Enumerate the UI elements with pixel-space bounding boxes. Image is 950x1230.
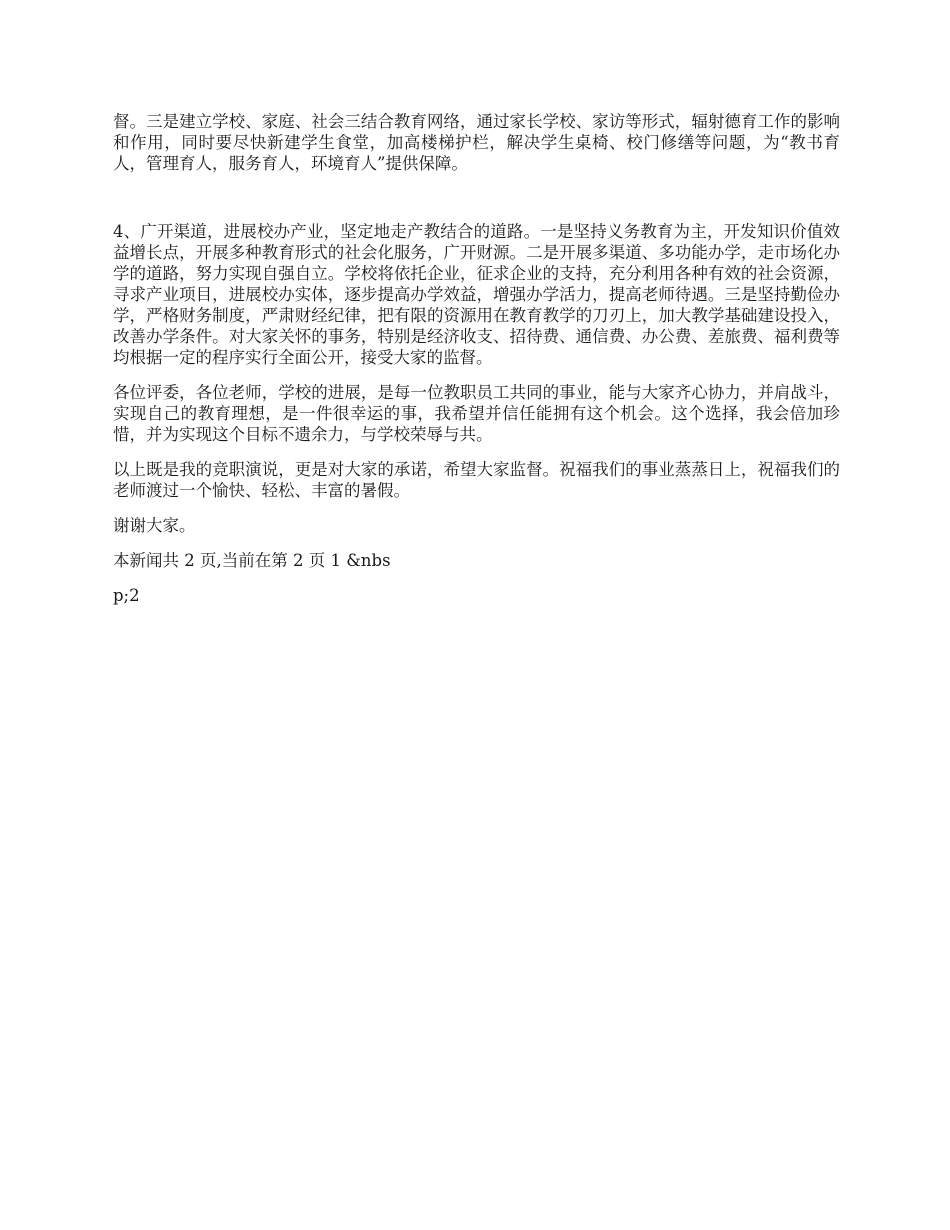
paragraph-school-industry: 4、广开渠道，进展校办产业，坚定地走产教结合的道路。一是坚持义务教育为主，开发知识价值效益增长点，开展多种教育形式的社会化服务，广开财源。二是开展多渠道、多功能办学，走市场化办学的道路，努力实现自强自立。学校将依托企业，征求企业的支持，充分利用各种有效的社会资源，寻求产业项目，进展校办实体，逐步提高办学效益，增强办学活力，提高老师待遇。三是坚持勤俭办学，严格财务制度，严肃财经纪律，把有限的资源用在教育教学的刀刃上，加大教学基础建设投入，改善办学条件。对大家关怀的事务，特别是经济收支、招待费、通信费、办公费、差旅费、福利费等均根据一定的程序实行全面公开，接受大家的监督。 — [113, 222, 840, 367]
paragraph-thanks: 谢谢大家。 — [113, 516, 196, 535]
paragraph-closing: 以上既是我的竞职演说，更是对大家的承诺，希望大家监督。祝福我们的事业蒸蒸日上，祝福我们的老师渡过一个愉快、轻松、丰富的暑假。 — [113, 460, 840, 500]
paragraph-moral-education: 督。三是建立学校、家庭、社会三结合教育网络，通过家长学校、家访等形式，辐射德育工作的影响和作用，同时要尽快新建学生食堂，加高楼梯护栏，解决学生桌椅、校门修缮等问题，为“教书育人，管理育人，服务育人，环境育人”提供保障。 — [113, 112, 840, 173]
paragraph-gap — [113, 571, 840, 585]
paragraph-address-judges: 各位评委，各位老师，学校的进展，是每一位教职员工共同的事业，能与大家齐心协力，并肩战斗，实现自己的教育理想，是一件很幸运的事，我希望并信任能拥有这个机会。这个选择，我会倍加珍惜，并为实现这个目标不遗余力，与学校荣辱与共。 — [113, 383, 840, 444]
document-page — [113, 111, 840, 606]
paragraph-gap — [113, 501, 840, 515]
pagination-text-continued: p;2 — [113, 586, 140, 605]
pagination-text: 本新闻共 2 页,当前在第 2 页 1 &nbs — [113, 551, 391, 570]
paragraph-gap — [113, 536, 840, 550]
paragraph-gap — [113, 445, 840, 459]
paragraph-gap — [113, 368, 840, 382]
paragraph-gap — [113, 174, 840, 221]
